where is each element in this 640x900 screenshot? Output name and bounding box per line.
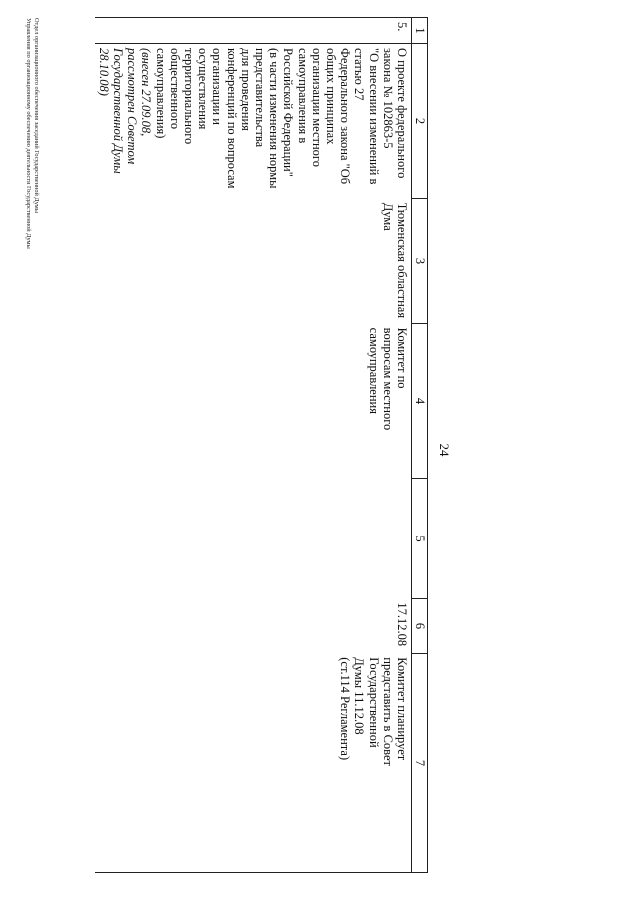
committee-line: самоуправления (366, 327, 381, 414)
footer-line: Управления по организационному обеспечению деятельности Государственной Думы (25, 18, 32, 249)
column-number-7: 7 (411, 654, 427, 873)
author-line: Тюменская областная (395, 202, 409, 319)
desc-line: О проекте федерального закона № 102863-5 (380, 47, 409, 179)
desc-line: для проведения конференций по вопросам (224, 47, 253, 189)
desc-line: организации местного самоуправления в (295, 47, 324, 168)
footer (24, 18, 40, 249)
table-header-row (411, 18, 427, 873)
author-line: Дума (380, 202, 395, 231)
committee-line: вопросам местного (380, 327, 395, 431)
column-number-2: 2 (411, 44, 427, 199)
column-number-1: 1 (411, 18, 427, 44)
table-row (95, 18, 411, 873)
desc-line: (в части изменения нормы представительства (252, 47, 282, 189)
desc-line: Федерального закона "Об общих принципах (323, 47, 353, 185)
committee (95, 324, 411, 479)
note-line: Государственной (366, 657, 381, 748)
note-line: Комитет планирует (395, 657, 409, 761)
bill-table (95, 17, 428, 873)
author (95, 199, 411, 324)
bill-description (95, 44, 411, 199)
date: 17.12.08 (395, 602, 409, 647)
row-number: 5. (95, 18, 411, 44)
desc-italic-line: Государственной Думы 28.10.08) (96, 47, 125, 174)
page-number: 24 (437, 443, 452, 457)
column-number-3: 3 (411, 199, 427, 324)
column-5-value (95, 478, 411, 598)
desc-line: самоуправления) (153, 47, 168, 139)
desc-italic-line: (внесен 27.09.08, рассмотрен Советом (125, 47, 154, 165)
column-number-6: 6 (411, 599, 427, 654)
committee-line: Комитет по (395, 327, 409, 389)
column-number-4: 4 (411, 324, 427, 479)
desc-line: Российской Федерации" (281, 47, 296, 177)
desc-line: "О внесении изменений в статью 27 (352, 47, 381, 185)
desc-line: территориального общественного (167, 47, 196, 145)
footer-line: Отдел организационного обеспечения заседаний Государственной Думы (33, 18, 40, 213)
note-line: Думы 11.12.08 (352, 657, 367, 735)
note (95, 653, 411, 872)
column-number-5: 5 (411, 479, 427, 599)
note-line: (ст.114 Регламента) (338, 657, 353, 761)
desc-line: организации и осуществления (196, 47, 225, 130)
note-line: представить в Совет (380, 657, 395, 766)
